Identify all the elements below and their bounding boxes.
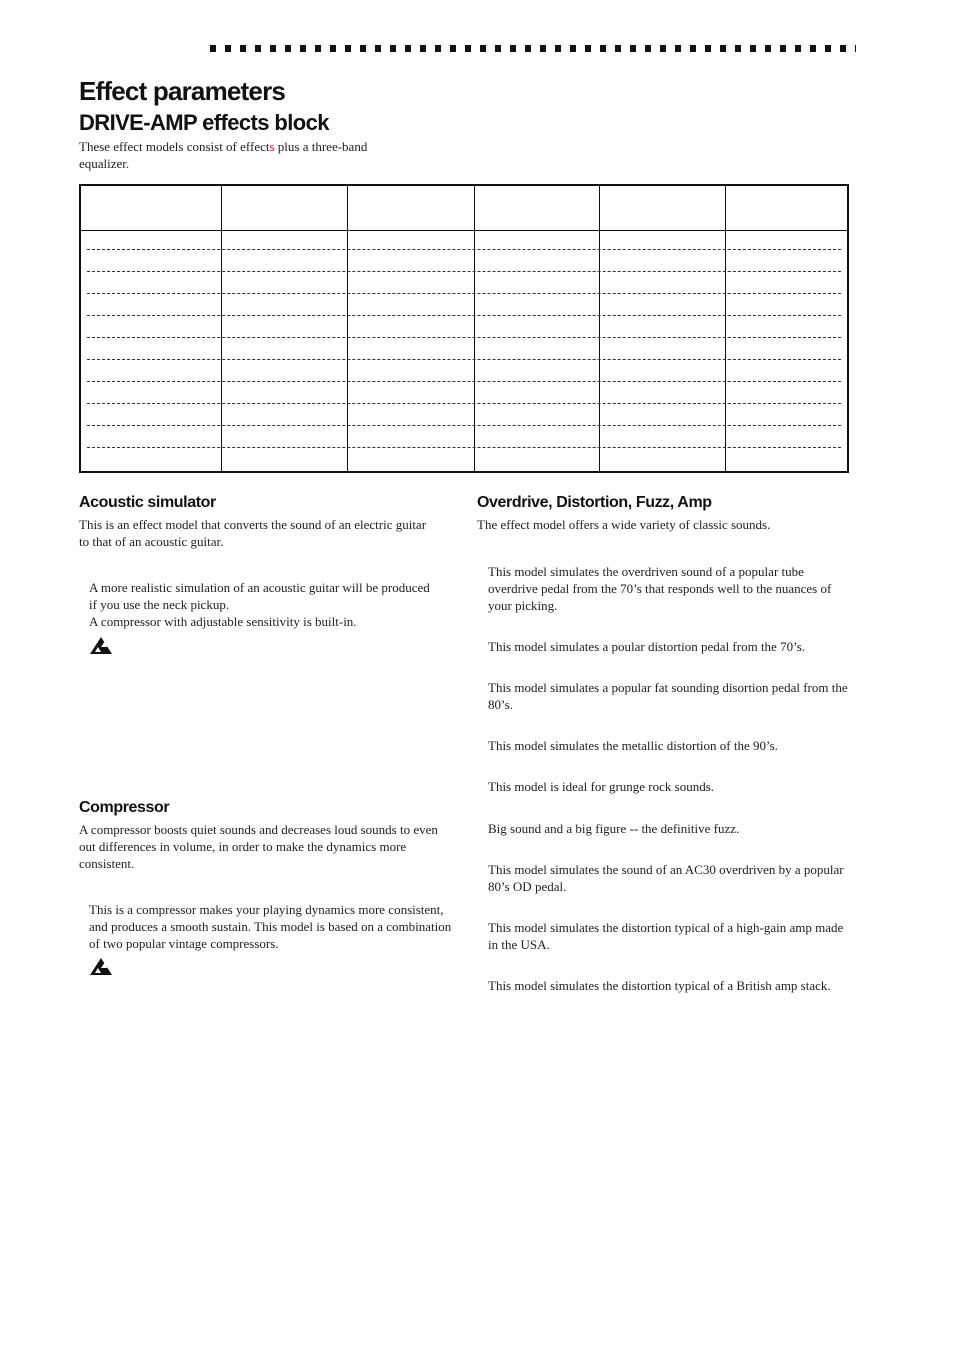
table-row-divider [87,447,841,448]
acoustic-simulator-description: This is an effect model that converts the sound of an electric guitar to that of an acoustic guitar. [79,517,427,549]
overdrive-heading: Overdrive, Distortion, Fuzz, Amp [477,494,712,511]
table-column-divider [221,186,222,471]
table-header-divider [81,230,847,231]
table-row-divider [87,381,841,382]
model-description: This model simulates the sound of an AC30 overdriven by a popular 80’s OD pedal. [488,862,844,894]
model-description: This model simulates the distortion typical of a British amp stack. [488,978,831,993]
table-row-divider [87,403,841,404]
table-row-divider [87,249,841,250]
table-row-divider [87,359,841,360]
compressor-heading: Compressor [79,799,170,816]
table-column-divider [725,186,726,471]
table-row-divider [87,337,841,338]
caution-icon [89,635,113,655]
intro-text-red: s [269,139,275,154]
model-description: This model is ideal for grunge rock sounds. [488,779,715,794]
caution-icon [89,956,113,976]
model-description: Big sound and a big figure -- the definitive fuzz. [488,821,740,836]
table-row-divider [87,293,841,294]
model-description: This model simulates the overdriven sound of a popular tube overdrive pedal from the 70’s that responds well to the nuances of your picking. [488,564,832,613]
model-description: This model simulates a popular fat sounding disortion pedal from the 80’s. [488,680,848,712]
table-row-divider [87,425,841,426]
intro-text-start: These effect models consist of effect [79,139,270,154]
model-description: This model simulates the metallic distortion of the 90’s. [488,738,778,753]
table-row-divider [87,271,841,272]
acoustic-note-line2: A compressor with adjustable sensitivity is built-in. [89,614,357,629]
model-description: This model simulates the distortion typical of a high-gain amp made in the USA. [488,920,844,952]
overdrive-description: The effect model offers a wide variety of classic sounds. [477,517,771,532]
header-dot-rule [210,45,856,52]
table-column-divider [474,186,475,471]
intro-text-end: plus a three-band equalizer. [79,139,368,171]
page-title: Effect parameters [79,76,286,106]
compressor-description: A compressor boosts quiet sounds and decreases loud sounds to even out differences in volume, in order to make the dynamics more consistent. [79,822,438,871]
acoustic-simulator-heading: Acoustic simulator [79,494,216,511]
page-subtitle: DRIVE-AMP effects block [79,110,329,135]
parameter-table [79,184,849,473]
table-column-divider [599,186,600,471]
model-description: This model simulates a poular distortion pedal from the 70’s. [488,639,806,654]
table-column-divider [347,186,348,471]
intro-text [79,138,409,172]
table-row-divider [87,315,841,316]
acoustic-note-line1: A more realistic simulation of an acoustic guitar will be produced if you use the neck pickup. [89,580,430,612]
compressor-note: This is a compressor makes your playing dynamics more consistent, and produces a smooth sustain. This model is based on a combination of two popular vintage compressors. [89,902,452,951]
